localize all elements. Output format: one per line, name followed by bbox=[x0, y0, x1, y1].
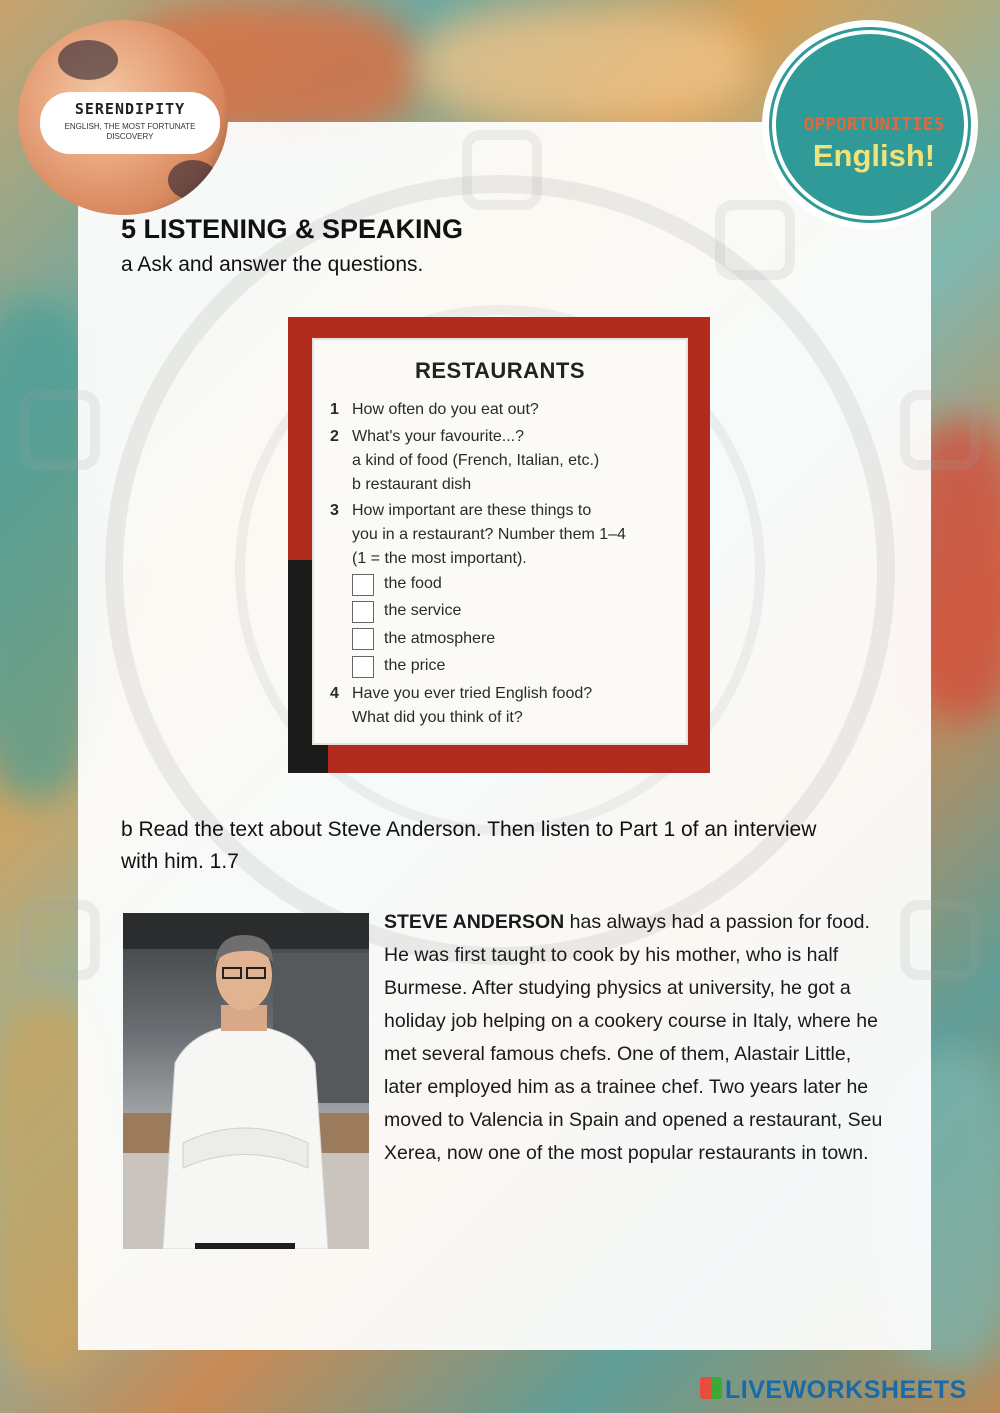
bio-name: STEVE ANDERSON bbox=[384, 911, 565, 933]
rank-checkbox-food[interactable] bbox=[352, 574, 374, 596]
instruction-a: a Ask and answer the questions. bbox=[121, 253, 424, 276]
logo-english-text: English! bbox=[812, 138, 936, 173]
question-number: 3 bbox=[330, 502, 339, 519]
question-2a: a kind of food (French, Italian, etc.) bbox=[352, 452, 600, 469]
background-paint bbox=[420, 10, 750, 120]
logo-title: SERENDIPITY bbox=[74, 100, 186, 118]
question-4-line2: What did you think of it? bbox=[352, 709, 523, 726]
liveworksheets-brand bbox=[700, 1376, 967, 1405]
logo-decoration bbox=[58, 40, 118, 80]
wheel-cabin-watermark bbox=[715, 200, 795, 280]
rank-checkbox-atmosphere[interactable] bbox=[352, 628, 374, 650]
chef-illustration bbox=[123, 913, 369, 1249]
rank-checkbox-price[interactable] bbox=[352, 656, 374, 678]
logo-decoration bbox=[168, 160, 218, 200]
restaurants-card bbox=[314, 340, 686, 743]
question-4 bbox=[330, 682, 592, 706]
wheel-cabin-watermark bbox=[900, 390, 980, 470]
question-number: 1 bbox=[330, 401, 339, 418]
liveworksheets-text: LIVEWORKSHEETS bbox=[725, 1376, 967, 1404]
wheel-cabin-watermark bbox=[20, 900, 100, 980]
steve-anderson-photo bbox=[123, 913, 369, 1249]
question-3-line3: (1 = the most important). bbox=[352, 550, 527, 567]
question-text: How often do you eat out? bbox=[352, 401, 539, 418]
card-title: RESTAURANTS bbox=[414, 358, 586, 383]
logo-banner bbox=[40, 92, 220, 154]
question-text: How important are these things to bbox=[352, 502, 592, 519]
question-3-line2: you in a restaurant? Number them 1–4 bbox=[352, 526, 626, 543]
serendipity-logo bbox=[18, 20, 228, 215]
option-service: the service bbox=[384, 602, 462, 619]
question-text: Have you ever tried English food? bbox=[352, 685, 593, 702]
logo-subtitle: ENGLISH, THE MOST FORTUNATE DISCOVERY bbox=[64, 122, 196, 141]
wheel-cabin-watermark bbox=[900, 900, 980, 980]
instruction-b: b Read the text about Steve Anderson. Then listen to Part 1 of an interview with him. 1.7 bbox=[121, 818, 817, 873]
rank-checkbox-service[interactable] bbox=[352, 601, 374, 623]
question-2b: b restaurant dish bbox=[352, 476, 472, 493]
logo-opportunities-text: OPPORTUNITIES bbox=[803, 114, 945, 135]
option-price: the price bbox=[384, 657, 446, 674]
logo-ring bbox=[772, 30, 968, 220]
bio-text: has always had a passion for food. He was first taught to cook by his mother, who is half Burmese. After studying physics at university, he got a holiday job helping on a cookery course in Italy, where he met several famous chefs. One of them, Alastair Little, later employed him as a trainee chef. Two years later he moved to Valencia in Spain and opened a restaurant, Seu Xerea, now one of the most popular restaurants in town. bbox=[384, 911, 883, 1164]
question-text: What's your favourite...? bbox=[352, 428, 525, 445]
opportunities-logo bbox=[762, 20, 978, 230]
wheel-cabin-watermark bbox=[462, 130, 542, 210]
steve-anderson-bio bbox=[384, 906, 894, 1170]
option-atmosphere: the atmosphere bbox=[384, 630, 496, 647]
wheel-cabin-watermark bbox=[20, 390, 100, 470]
question-2 bbox=[330, 425, 524, 449]
section-heading: 5 LISTENING & SPEAKING bbox=[121, 214, 464, 244]
question-number: 4 bbox=[330, 685, 339, 702]
question-3 bbox=[330, 499, 591, 523]
question-number: 2 bbox=[330, 428, 339, 445]
option-food: the food bbox=[384, 575, 442, 592]
liveworksheets-logo-icon bbox=[700, 1377, 722, 1399]
question-1 bbox=[330, 398, 539, 422]
